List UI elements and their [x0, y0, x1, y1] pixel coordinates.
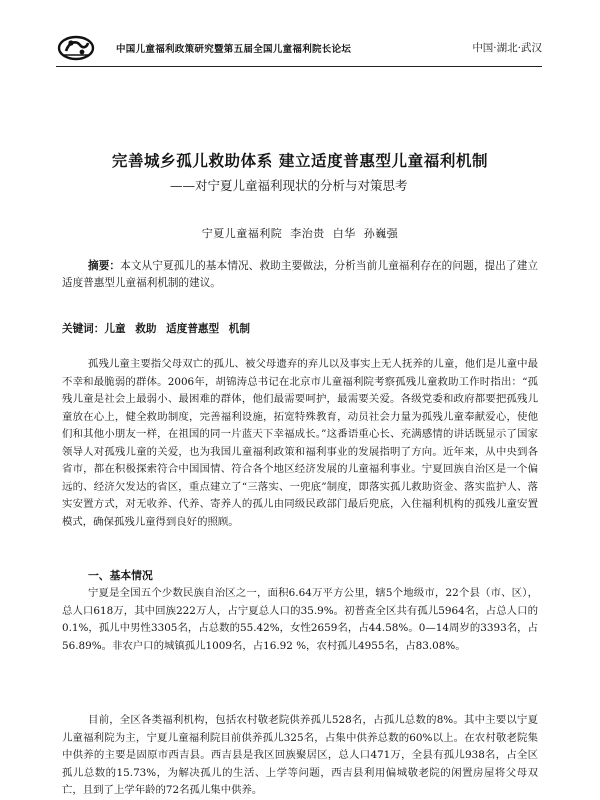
page-header — [56, 34, 542, 64]
abstract-label: 摘要： — [88, 260, 121, 272]
abstract-text: 本文从宁夏孤儿的基本情况、救助主要做法，分析当前儿童福利存在的问题，提出了建立适度普惠型儿童福利机制的建议。 — [62, 260, 539, 289]
section-heading-basic-situation: 一、基本情况 — [88, 569, 153, 582]
conference-logo-icon — [56, 34, 96, 62]
paper-subtitle: ——对宁夏儿童福利现状的分析与对策思考 — [170, 178, 408, 193]
keywords-label: 关键词： — [62, 323, 105, 335]
running-title: 中国儿童福利政策研究暨第五届全国儿童福利院长论坛 — [116, 44, 352, 55]
abstract — [62, 258, 538, 292]
conference-location: 中国·湖北·武汉 — [472, 42, 542, 54]
keywords-text: 儿童 救助 适度普惠型 机制 — [104, 323, 250, 335]
paper-title: 完善城乡孤儿救助体系 建立适度普惠型儿童福利机制 — [111, 151, 489, 170]
body-paragraph-1: 孤残儿童主要指父母双亡的孤儿、被父母遗弃的弃儿以及事实上无人抚养的儿童，他们是儿童中最不幸和最脆弱的群体。2006年，胡锦涛总书记在北京市儿童福利院考察孤残儿童救助工作时指出：“孤残儿童是社会上最弱小、最困难的群体，他们最需要呵护，最需要关爱。各级党委和政府都要把孤残儿童放在心上，健全救助制度，完善福利设施，拓宽特殊教育，动员社会力量为孤残儿童奉献爱心，使他们和其他小朋友一样，在祖国的同一片蓝天下幸福成长。”这番语重心长、充满感情的讲话既显示了国家领导人对孤残儿童的关爱，也为我国儿童福利政策和福利事业的发展指明了方向。近年来，从中央到各省市，都在积极探索符合中国国情、符合各个地区经济发展的儿童福利事业。宁夏回族自治区是一个偏远的、经济欠发达的省区，重点建立了“三落实、一兜底”制度，即落实孤儿救助资金、落实监护人、落实安置方式，对无收养、代养、寄养人的孤儿由同级民政部门最后兜底，入住福利机构的孤残儿童安置模式，确保孤残儿童得到良好的照顾。 — [62, 358, 538, 528]
paper-authors: 宁夏儿童福利院 李治贵 白华 孙巍强 — [201, 227, 399, 240]
body-paragraph-3: 目前，全区各类福利机构，包括农村敬老院供养孤儿528名，占孤儿总数的8%。其中主要以宁夏儿童福利院为主，宁夏儿童福利院目前供养孤儿325名，占集中供养总数的60%以上。在农村敬老院集中供养的主要是固原市西吉县。西吉县是我区回族聚居区，总人口471万，全县有孤儿938名，占全区孤儿总数的15.73%，为解决孤儿的生活、上学等问题，西吉县利用偏城敬老院的闲置房屋将父母双亡，且到了上学年龄的72名孤儿集中供养。 — [62, 714, 538, 796]
keywords — [62, 321, 538, 336]
body-paragraph-2: 宁夏是全国五个少数民族自治区之一，面积6.64万平方公里，辖5个地级市，22个县（市、区），总人口618万，其中回族222万人，占宁夏总人口的35.9%。初普查全区共有孤儿5964名，占总人口的0.1%，孤儿中男性3305名，占总数的55.42%，女性2659名，占44.58%。0—14周岁的3393名，占56.89%。非农户口的城镇孤儿1009名，占16.92 %，农村孤儿4955名，占83.08%。 — [62, 587, 538, 652]
header-rule — [56, 66, 542, 67]
